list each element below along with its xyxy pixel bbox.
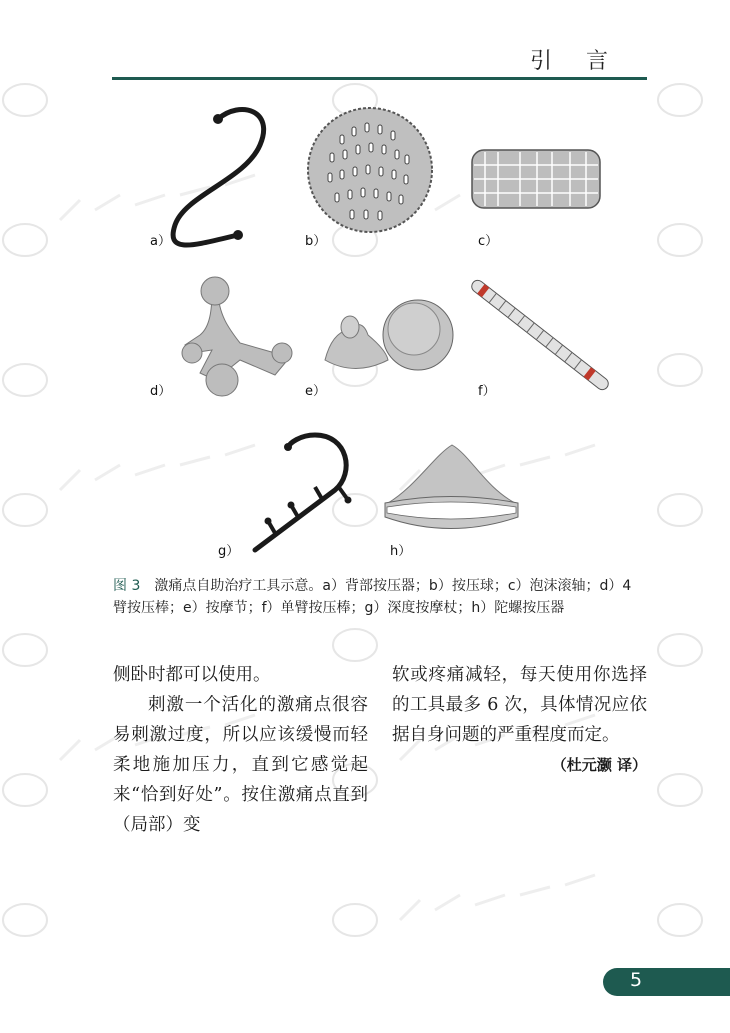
tool-h-gyro-massager <box>385 445 518 529</box>
label-a: a） <box>150 234 171 249</box>
page-number-tab <box>603 968 730 996</box>
tool-f-single-arm-stick <box>469 278 610 392</box>
tool-b-massage-ball <box>308 108 432 232</box>
paragraph: 刺激一个活化的激痛点很容易刺激过度，所以应该缓慢而轻柔地施加压力，直到它感觉起来“恰到好处”。按住激痛点直到（局部）变 <box>113 695 368 835</box>
label-b: b） <box>305 234 327 249</box>
chapter-title: 引言 <box>529 49 642 74</box>
tool-d-four-arm-massager <box>182 277 292 396</box>
header-rule <box>112 77 647 80</box>
tool-g-deep-massage-cane <box>255 435 352 550</box>
label-f: f） <box>478 384 496 399</box>
body-column-right <box>392 660 647 780</box>
paragraph: 侧卧时都可以使用。 <box>113 665 271 685</box>
tool-c-foam-roller <box>472 150 600 208</box>
translator-credit: （杜元灏 译） <box>551 756 647 774</box>
figure-3-tools <box>100 95 660 565</box>
tool-a-back-massager <box>173 110 264 245</box>
label-e: e） <box>305 384 326 399</box>
tool-e-knobber <box>325 300 453 370</box>
label-h: h） <box>390 544 412 559</box>
figure-caption <box>113 575 648 619</box>
caption-text: 激痛点自助治疗工具示意。a）背部按压器；b）按压球；c）泡沫滚轴；d）4 臂按压棒；e）按摩节；f）单臂按压棒；g）深度按摩杖；h）陀螺按压器 <box>113 578 632 616</box>
paragraph: 软或疼痛减轻，每天使用你选择的工具最多 6 次，具体情况应依据自身问题的严重程度而定。 <box>392 665 647 745</box>
label-g: g） <box>218 544 240 559</box>
label-d: d） <box>150 384 172 399</box>
caption-number: 图 3 <box>113 578 141 594</box>
page-number: 5 <box>630 969 643 991</box>
body-column-left <box>113 660 368 840</box>
label-c: c） <box>478 234 499 249</box>
